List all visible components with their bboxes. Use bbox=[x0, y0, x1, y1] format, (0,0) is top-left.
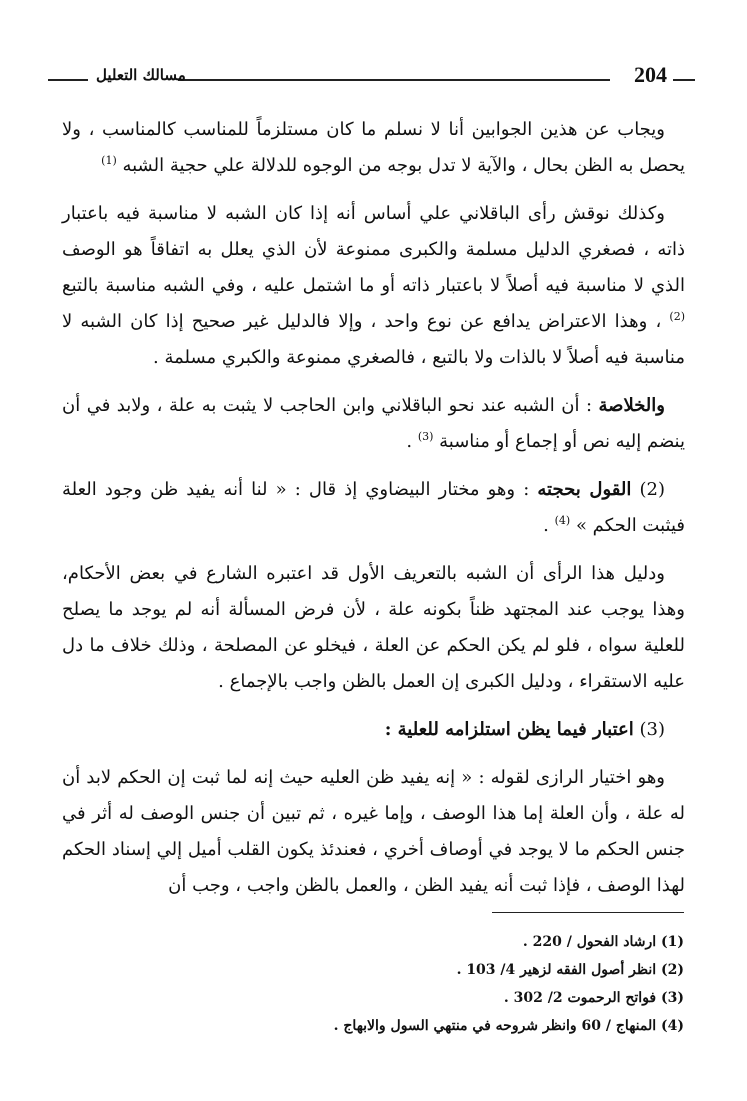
footnotes bbox=[200, 928, 684, 1040]
section-heading: اعتبار فيما يظن استلزامه للعلية : bbox=[384, 719, 634, 740]
running-title: مسالك التعليل bbox=[96, 66, 186, 84]
paragraph: وكذلك نوقش رأى الباقلاني علي أساس أنه إذا كان الشبه لا مناسبة فيه باعتبار ذاته ، فصغري الدليل مسلمة والكبرى ممنوعة لأن الذي يعلل به اتفاقاً هو الوصف الذي لا مناسبة فيه أصلاً لا باعتبار ذاته أو ما اشتمل عليه ، وفي الشبه مناسبة بالتبع $^{(2)}$ ، وهذا الاعتراض يدافع عن نوع واحد ، وإلا فالدليل غير صحيح إذا كان الشبه لا مناسبة فيه أصلاً لا بالذات ولا بالتبع ، فالصغري ممنوعة والكبري مسلمة . bbox=[62, 203, 685, 368]
footnote: (2) انظر أصول الفقه لزهير 4/ 103 . bbox=[456, 962, 684, 978]
page-number: 204 bbox=[634, 62, 667, 87]
footnote: (1) ارشاد الفحول / 220 . bbox=[522, 934, 684, 950]
footnote: (4) المنهاج / 60 وانظر شروحه في منتهي السول والابهاج . bbox=[333, 1018, 684, 1034]
footnote: (3) فواتح الرحموت 2/ 302 . bbox=[503, 990, 684, 1006]
footnote-ref: (1) bbox=[101, 154, 117, 167]
footnote-separator bbox=[492, 912, 684, 913]
page-body bbox=[62, 112, 685, 916]
header-rule bbox=[48, 79, 88, 81]
page-header bbox=[48, 62, 695, 92]
paragraph: ويجاب عن هذين الجوابين أنا لا نسلم ما كان مستلزماً للمناسب كالمناسب ، ولا يحصل به الظن بحال ، والآية لا تدل بوجه من الوجوه للدلالة علي حجية الشبه $^{(1)}$ bbox=[62, 119, 685, 176]
paragraph: وهو اختيار الرازى لقوله : « إنه يفيد ظن العليه حيث إنه لما ثبت إن الحكم لابد أن له علة ، وأن العلة إما هذا الوصف ، وإما غيره ، ثم تبين أن جنس الوصف له أثر في جنس الحكم ما لا يوجد في أوصاف أخري ، فعندئذ يكون القلب أميل إلي إسناد الحكم لهذا الوصف ، فإذا ثبت أنه يفيد الظن ، والعمل بالظن واجب ، وجب أن bbox=[62, 767, 685, 896]
paragraph: (3) اعتبار فيما يظن استلزامه للعلية : bbox=[384, 719, 665, 740]
footnote-ref: (4) bbox=[554, 514, 571, 527]
header-rule bbox=[673, 79, 695, 81]
paragraph: والخلاصة : أن الشبه عند نحو الباقلاني وابن الحاجب لا يثبت به علة ، ولابد في أن ينضم إليه نص أو إجماع أو مناسبة $^{(3)}$ . bbox=[62, 395, 685, 452]
section-heading: القول بحجته bbox=[537, 479, 632, 500]
paragraph: (2) القول بحجته : وهو مختار البيضاوي إذ قال : « لنا أنه يفيد ظن وجود العلة فيثبت الحكم » $^{(4)}$ . bbox=[62, 479, 685, 536]
paragraph: ودليل هذا الرأى أن الشبه بالتعريف الأول قد اعتبره الشارع في بعض الأحكام، وهذا يوجب عند المجتهد ظناً بكونه علة ، لأن فرض المسألة أنه لم يوجد ما يصلح للعلية سواه ، فلو لم يكن الحكم عن العلة ، فيخلو عن المصلحة ، وذلك خلاف ما دل عليه الاستقراء ، ودليل الكبرى إن العمل بالظن واجب بالإجماع . bbox=[62, 563, 685, 692]
footnote-ref: (2) bbox=[669, 310, 685, 323]
header-rule bbox=[178, 79, 610, 81]
footnote-ref: (3) bbox=[417, 430, 434, 443]
conclusion-heading: والخلاصة bbox=[598, 395, 665, 416]
